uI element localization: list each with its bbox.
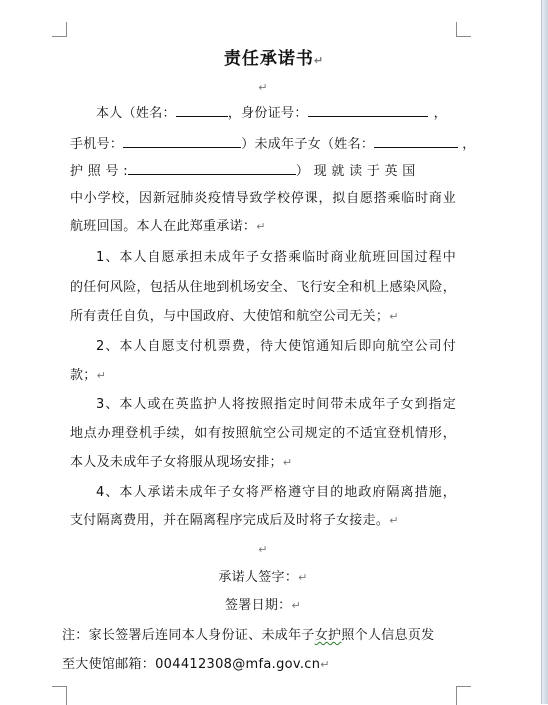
spellcheck-underline: 女护 — [314, 628, 342, 643]
margin-corner-bottom-left — [52, 686, 67, 705]
margin-corner-top-left — [52, 22, 67, 37]
intro-line-3: 护 照 号 : ） 现 就 读 于 英 国 — [70, 164, 416, 179]
margin-corner-bottom-right — [456, 686, 471, 705]
clause-2-line-2: 款；↵ — [70, 368, 107, 383]
passport-blank[interactable] — [128, 162, 296, 175]
phone-blank[interactable] — [123, 135, 241, 148]
document-title: 责任承诺书↵ — [223, 49, 325, 69]
clause-3-line-2: 地点办理登机手续，如有按照航空公司规定的不适宜登机情形， — [70, 426, 456, 441]
paragraph-mark: ↵ — [313, 54, 325, 67]
intro-line-1: 本人（姓名： ，身份证号： ， — [96, 106, 447, 121]
intro-line-4: 中小学校，因新冠肺炎疫情导致学校停课，拟自愿搭乘临时商业 — [70, 191, 456, 206]
paragraph-mark: ↵ — [258, 81, 268, 94]
paragraph-mark: ↵ — [389, 514, 399, 527]
intro-line-2: 手机号： ）未成年子女（姓名： ， — [70, 137, 476, 152]
margin-corner-top-right — [456, 22, 471, 37]
paragraph-mark: ↵ — [282, 456, 293, 469]
intro-line-5: 航班回国。本人在此郑重承诺：↵ — [70, 219, 266, 234]
scrollbar-edge[interactable] — [541, 0, 548, 704]
minor-name-blank[interactable] — [374, 135, 458, 148]
paragraph-mark: ↵ — [96, 369, 107, 382]
name-blank[interactable] — [176, 104, 228, 117]
clause-3-line-3: 本人及未成年子女将服从现场安排；↵ — [70, 455, 293, 470]
paragraph-mark: ↵ — [256, 220, 266, 233]
paragraph-mark: ↵ — [291, 599, 302, 612]
clause-4-line-2: 支付隔离费用，并在隔离程序完成后及时将子女接走。↵ — [70, 513, 399, 528]
clause-1-line-3: 所有责任自负，与中国政府、大使馆和航空公司无关；↵ — [70, 309, 399, 324]
id-number-blank[interactable] — [308, 104, 428, 117]
paragraph-mark: ↵ — [298, 571, 308, 584]
date-label: 签署日期： — [224, 598, 292, 613]
empty-paragraph — [70, 80, 456, 96]
date-line — [70, 598, 456, 614]
clause-4-line-1: 4、本人承诺未成年子女将严格遵守目的地政府隔离措施， — [96, 485, 456, 500]
clause-1-line-2: 的任何风险，包括从住地到机场安全、飞行安全和机上感染风险， — [70, 280, 456, 295]
empty-paragraph — [70, 542, 456, 558]
signer-label: 承诺人签字： — [218, 570, 299, 585]
signer-line — [70, 570, 456, 586]
paragraph-mark: ↵ — [320, 658, 330, 671]
clause-3-line-1: 3、本人或在英监护人将按照指定时间带未成年子女到指定 — [96, 397, 456, 412]
embassy-email: 至大使馆邮箱：004412308@mfa.gov.cn — [62, 657, 321, 672]
paragraph-mark: ↵ — [258, 543, 268, 556]
clause-2-line-1: 2、本人自愿支付机票费，待大使馆通知后即向航空公司付 — [96, 339, 456, 354]
clause-1-line-1: 1、本人自愿承担未成年子女搭乘临时商业航班回国过程中 — [96, 250, 456, 265]
note-line-2 — [62, 657, 458, 673]
paragraph-mark: ↵ — [389, 310, 399, 323]
note-line-1: 注：家长签署后连同本人身份证、未成年子女护照个人信息页发 — [62, 628, 435, 643]
